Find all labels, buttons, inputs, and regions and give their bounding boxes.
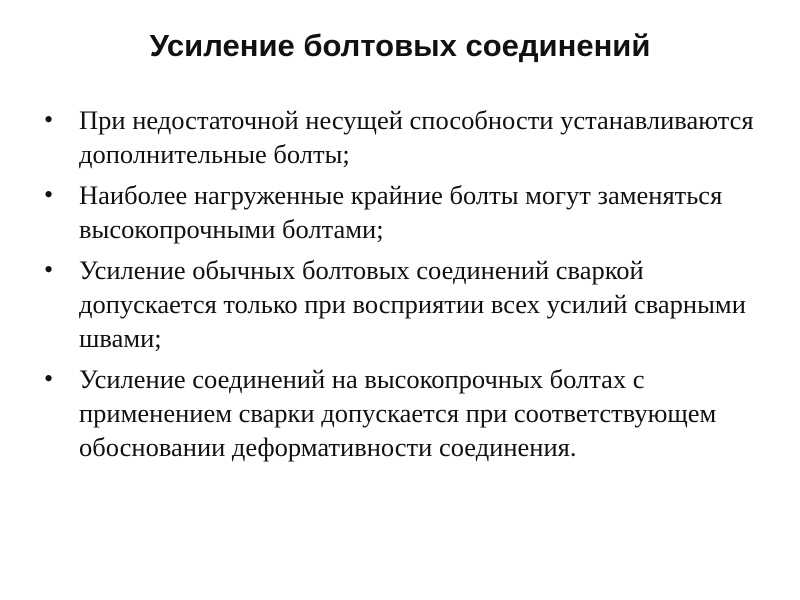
slide-title: Усиление болтовых соединений: [149, 28, 651, 63]
bullet-item: [44, 253, 764, 355]
bullet-dot-icon: •: [44, 105, 54, 134]
bullet-text: Усиление обычных болтовых соединений сваркой допускается только при восприятии всех усилий сварными швами;: [79, 255, 746, 353]
bullet-text: При недостаточной несущей способности устанавливаются дополнительные болты;: [79, 105, 754, 169]
bullet-item: [44, 178, 764, 246]
bullet-dot-icon: •: [44, 364, 54, 393]
bullet-text: Усиление соединений на высокопрочных болтах с применением сварки допускается при соответствующем обосновании деформативности соединения.: [79, 364, 717, 462]
bullet-dot-icon: •: [44, 180, 54, 209]
bullet-dot-icon: •: [44, 255, 54, 284]
bullet-text: Наиболее нагруженные крайние болты могут заменяться высокопрочными болтами;: [79, 180, 723, 244]
bullet-item: [44, 103, 764, 171]
bullet-item: [44, 362, 764, 464]
bullet-list: [44, 103, 764, 471]
